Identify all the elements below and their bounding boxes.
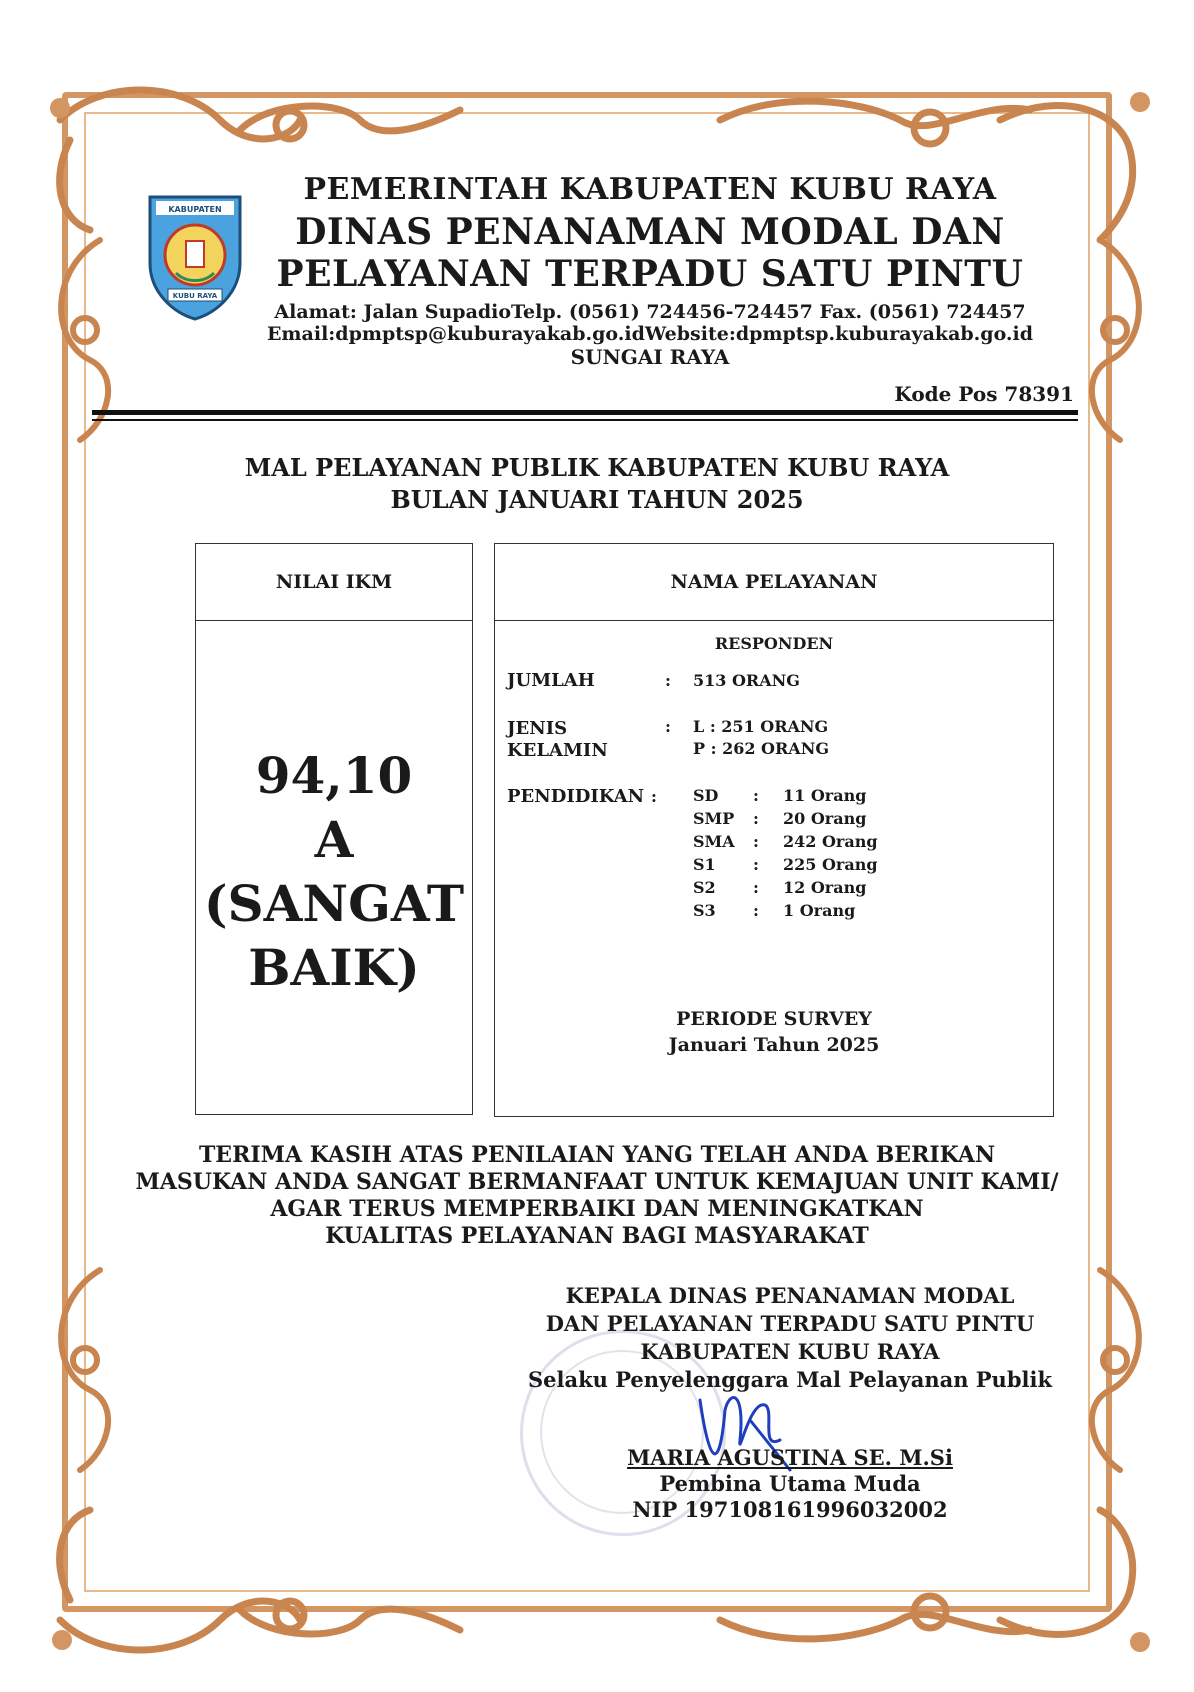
ornament-right-lower-icon (1070, 1260, 1160, 1480)
gender-female: P : 262 ORANG (693, 739, 829, 758)
letterhead-contact: Email:dpmptsp@kuburayakab.go.idWebsite:dpmptsp.kuburayakab.go.id (266, 323, 1034, 345)
education-label: PENDIDIKAN (507, 786, 645, 807)
thank-you-line3: AGAR TERUS MEMPERBAIKI DAN MENINGKATKAN (270, 1196, 924, 1222)
signatory-rank: Pembina Utama Muda (659, 1471, 921, 1496)
service-box (494, 543, 1054, 1117)
education-row: SMP : 20 Orang (693, 809, 866, 831)
education-count: 225 Orang (783, 855, 878, 874)
education-level: SD (693, 786, 719, 805)
letterhead-address: Alamat: Jalan SupadioTelp. (0561) 724456-724457 Fax. (0561) 724457 (274, 301, 1026, 323)
letterhead-rule-thick (92, 410, 1078, 415)
education-row: SMA : 242 Orang (693, 832, 878, 854)
education-row: SD : 11 Orang (693, 786, 866, 808)
survey-period-label: PERIODE SURVEY (676, 1008, 872, 1030)
signatory-nip: NIP 197108161996032002 (632, 1497, 948, 1522)
gender-label-line2: KELAMIN (507, 740, 608, 761)
service-header: NAMA PELAYANAN (495, 544, 1053, 621)
ikm-value: 94,10 (255, 746, 413, 805)
thank-you-line1: TERIMA KASIH ATAS PENILAIAN YANG TELAH ANDA BERIKAN (198, 1142, 996, 1168)
education-row: S1 : 225 Orang (693, 855, 878, 877)
signatory-identity (510, 1445, 1070, 1523)
signatory-title-line4: Selaku Penyelenggara Mal Pelayanan Publik (527, 1367, 1053, 1392)
letterhead-city: SUNGAI RAYA (570, 345, 730, 369)
regency-logo-icon (146, 193, 244, 321)
education-level: SMP (693, 809, 735, 828)
ikm-desc-line1: (SANGAT (203, 874, 465, 933)
logo-text-bottom: KUBU RAYA (172, 292, 218, 300)
education-count: 11 Orang (783, 786, 867, 805)
education-level: S1 (693, 855, 716, 874)
ornament-bottom-right-icon (700, 1500, 1160, 1670)
signatory-title-line2: DAN PELAYANAN TERPADU SATU PINTU (545, 1311, 1035, 1336)
jumlah-label: JUMLAH (507, 670, 595, 691)
survey-period-value: Januari Tahun 2025 (668, 1034, 880, 1056)
signatory-block (510, 1282, 1070, 1394)
postal-code: Kode Pos 78391 (894, 382, 1074, 406)
education-count: 242 Orang (783, 832, 878, 851)
letterhead-government: PEMERINTAH KABUPATEN KUBU RAYA (303, 172, 997, 207)
letterhead (260, 172, 1040, 369)
signatory-name: MARIA AGUSTINA SE. M.Si (627, 1445, 953, 1470)
gender-label-line1: JENIS (507, 718, 568, 739)
thank-you-line4: KUALITAS PELAYANAN BAGI MASYARAKAT (325, 1223, 869, 1249)
ikm-grade: A (314, 810, 354, 869)
education-count: 1 Orang (783, 901, 856, 920)
document-title-line1: MAL PELAYANAN PUBLIK KABUPATEN KUBU RAYA (244, 453, 950, 482)
gender-male: L : 251 ORANG (693, 717, 829, 736)
ornament-bottom-left-icon (40, 1500, 480, 1670)
education-level: SMA (693, 832, 735, 851)
education-count: 20 Orang (783, 809, 867, 828)
education-count: 12 Orang (783, 878, 867, 897)
thank-you-line2: MASUKAN ANDA SANGAT BERMANFAAT UNTUK KEMAJUAN UNIT KAMI/ (135, 1169, 1059, 1195)
signatory-title-line3: KABUPATEN KUBU RAYA (640, 1339, 940, 1364)
education-row: S2 : 12 Orang (693, 878, 866, 900)
respondents-title: RESPONDEN (714, 634, 834, 653)
ornament-left-lower-icon (40, 1260, 130, 1480)
document-title-line2: BULAN JANUARI TAHUN 2025 (390, 485, 804, 514)
education-colon: : (651, 787, 657, 806)
gender-colon: : (665, 717, 671, 736)
ikm-score (196, 744, 472, 1000)
ikm-header: NILAI IKM (196, 544, 472, 621)
education-row: S3 : 1 Orang (693, 901, 855, 923)
survey-period (495, 1006, 1053, 1058)
ikm-desc-line2: BAIK) (248, 938, 420, 997)
ornament-left-side-icon (40, 230, 130, 460)
education-level: S3 (693, 901, 716, 920)
ikm-box (195, 543, 473, 1115)
jumlah-colon: : (665, 671, 671, 690)
document-title (0, 452, 1194, 516)
signatory-title-line1: KEPALA DINAS PENANAMAN MODAL (565, 1283, 1015, 1308)
logo-text-top: KABUPATEN (168, 205, 222, 214)
thank-you-message (0, 1142, 1194, 1250)
letterhead-rule-thin (92, 419, 1078, 421)
education-level: S2 (693, 878, 716, 897)
letterhead-agency-line2: PELAYANAN TERPADU SATU PINTU (276, 253, 1024, 295)
jumlah-value: 513 ORANG (693, 671, 800, 690)
ornament-right-side-icon (1070, 230, 1160, 460)
letterhead-agency-line1: DINAS PENANAMAN MODAL DAN (295, 211, 1005, 253)
